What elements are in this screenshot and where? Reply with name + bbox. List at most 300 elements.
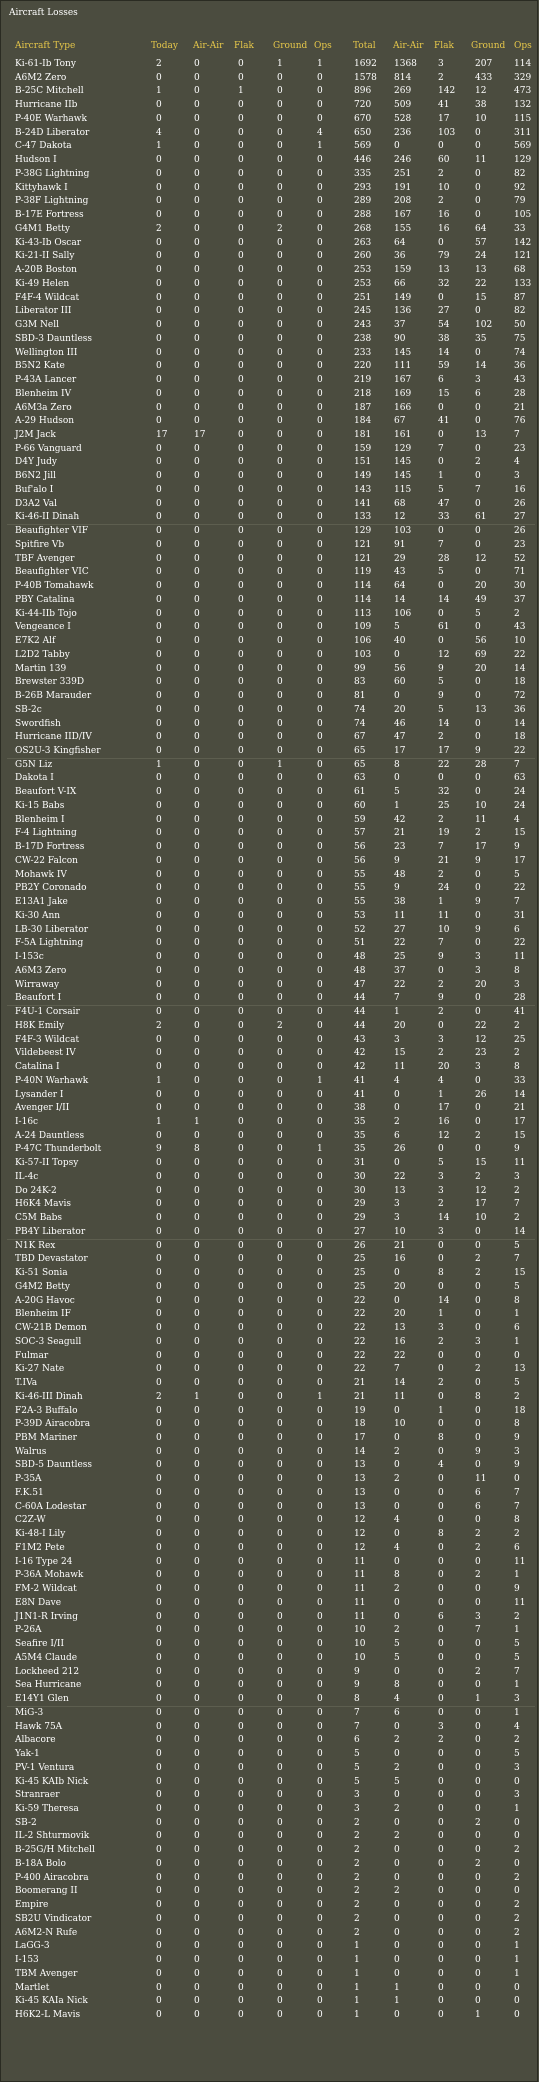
table-row[interactable] xyxy=(1,1076,537,1090)
col-header-total-air-air[interactable]: Air-Air xyxy=(393,41,424,51)
cell-total-flak: 0 xyxy=(438,1886,444,1897)
col-header-today[interactable]: Today xyxy=(151,41,178,51)
cell-today: 0 xyxy=(156,952,162,963)
cell-today-ground: 0 xyxy=(277,306,283,317)
table-row[interactable] xyxy=(1,1021,537,1035)
cell-total-ground: 0 xyxy=(475,1735,481,1746)
table-row[interactable] xyxy=(1,980,537,994)
table-row[interactable] xyxy=(1,773,537,787)
table-row[interactable] xyxy=(1,306,537,320)
cell-aircraft-type: Ki-49 Helen xyxy=(15,278,70,289)
cell-today-air-air: 0 xyxy=(194,347,200,358)
table-row[interactable] xyxy=(1,1364,537,1378)
cell-total: 5 xyxy=(354,1762,360,1773)
table-row[interactable] xyxy=(1,348,537,362)
table-row[interactable] xyxy=(1,966,537,980)
cell-today-air-air: 0 xyxy=(194,1309,200,1320)
cell-aircraft-type: P-36A Mohawk xyxy=(15,1570,84,1581)
table-row[interactable] xyxy=(1,842,537,856)
table-row[interactable] xyxy=(1,828,537,842)
cell-today-ops: 0 xyxy=(317,1515,323,1526)
table-row[interactable] xyxy=(1,540,537,554)
cell-total-flak: 0 xyxy=(438,1639,444,1650)
cell-total-ops: 22 xyxy=(514,938,526,949)
table-row[interactable] xyxy=(1,1763,537,1777)
table-row[interactable] xyxy=(1,238,537,252)
table-row[interactable] xyxy=(1,1062,537,1076)
cell-total-air-air: 0 xyxy=(394,1721,400,1732)
cell-today-ops: 0 xyxy=(317,1680,323,1691)
cell-today-ground: 1 xyxy=(277,59,283,69)
cell-aircraft-type: Ki-43-Ib Oscar xyxy=(15,237,82,248)
table-row[interactable] xyxy=(1,100,537,114)
table-row[interactable] xyxy=(1,224,537,238)
cell-today-air-air: 0 xyxy=(194,1858,200,1869)
table-row[interactable] xyxy=(1,416,537,430)
cell-total-air-air: 528 xyxy=(394,113,412,124)
cell-today-flak: 0 xyxy=(238,1886,244,1897)
cell-total-flak: 15 xyxy=(438,388,450,399)
table-row[interactable] xyxy=(1,1158,537,1172)
cell-total-ops: 121 xyxy=(514,251,532,262)
col-header-total-flak[interactable]: Flak xyxy=(434,41,454,51)
cell-total-air-air: 246 xyxy=(394,155,412,166)
cell-total-flak: 0 xyxy=(438,965,444,976)
table-row[interactable] xyxy=(1,1048,537,1062)
table-row[interactable] xyxy=(1,952,537,966)
cell-total: 133 xyxy=(354,512,372,523)
table-row[interactable] xyxy=(1,1186,537,1200)
table-row[interactable] xyxy=(1,636,537,650)
cell-total-ops: 6 xyxy=(514,1542,520,1553)
table-row[interactable] xyxy=(1,1612,537,1626)
table-row[interactable] xyxy=(1,1007,537,1021)
table-row[interactable] xyxy=(1,1529,537,1543)
table-row[interactable] xyxy=(1,1873,537,1887)
table-row[interactable] xyxy=(1,554,537,568)
cell-total: 22 xyxy=(354,1336,366,1347)
table-row[interactable] xyxy=(1,856,537,870)
table-row[interactable] xyxy=(1,719,537,733)
cell-today-air-air: 0 xyxy=(194,677,200,688)
table-row[interactable] xyxy=(1,1777,537,1791)
table-row[interactable] xyxy=(1,911,537,925)
table-row[interactable] xyxy=(1,1337,537,1351)
table-row[interactable] xyxy=(1,141,537,155)
cell-aircraft-type: Mohawk IV xyxy=(15,869,67,880)
table-row[interactable] xyxy=(1,677,537,691)
table-row[interactable] xyxy=(1,375,537,389)
cell-today-flak: 0 xyxy=(238,484,244,495)
cell-aircraft-type: F4F-4 Wildcat xyxy=(15,292,80,303)
table-row[interactable] xyxy=(1,1241,537,1255)
cell-aircraft-type: Vildebeest IV xyxy=(15,1048,76,1059)
cell-aircraft-type: P-40N Warhawk xyxy=(15,1075,89,1086)
cell-total-flak: 3 xyxy=(438,1226,444,1237)
table-row[interactable] xyxy=(1,1653,537,1667)
cell-today-flak: 0 xyxy=(238,759,244,770)
table-row[interactable] xyxy=(1,1378,537,1392)
cell-aircraft-type: Ki-27 Nate xyxy=(15,1364,65,1375)
table-row[interactable] xyxy=(1,1625,537,1639)
table-row[interactable] xyxy=(1,485,537,499)
table-row[interactable] xyxy=(1,361,537,375)
table-row[interactable] xyxy=(1,1488,537,1502)
col-header-today-flak[interactable]: Flak xyxy=(234,41,254,51)
cell-today-flak: 0 xyxy=(238,1955,244,1966)
table-row[interactable] xyxy=(1,169,537,183)
table-row[interactable] xyxy=(1,1790,537,1804)
table-row[interactable] xyxy=(1,1117,537,1131)
cell-total-ground: 0 xyxy=(475,1955,481,1966)
cell-today-air-air: 0 xyxy=(194,636,200,647)
table-row[interactable] xyxy=(1,1804,537,1818)
cell-total: 3 xyxy=(354,1803,360,1814)
cell-total-air-air: 6 xyxy=(394,1130,400,1141)
table-row[interactable] xyxy=(1,870,537,884)
table-row[interactable] xyxy=(1,897,537,911)
table-row[interactable] xyxy=(1,815,537,829)
cell-total-ops: 21 xyxy=(514,1103,526,1114)
table-row[interactable] xyxy=(1,1570,537,1584)
col-header-total-ops[interactable]: Ops xyxy=(514,41,532,51)
table-row[interactable] xyxy=(1,1103,537,1117)
table-row[interactable] xyxy=(1,1557,537,1571)
table-row[interactable] xyxy=(1,1392,537,1406)
cell-today-ground: 0 xyxy=(277,897,283,908)
cell-total: 2 xyxy=(354,1845,360,1856)
table-row[interactable] xyxy=(1,732,537,746)
cell-total-air-air: 13 xyxy=(394,1323,406,1334)
cell-total-ops: 9 xyxy=(514,842,520,853)
cell-total: 47 xyxy=(354,979,366,990)
cell-aircraft-type: Blenheim I xyxy=(15,814,65,825)
cell-today-ops: 0 xyxy=(317,347,323,358)
table-row[interactable] xyxy=(1,1845,537,1859)
cell-aircraft-type: J1N1-R Irving xyxy=(15,1611,78,1622)
cell-today-air-air: 0 xyxy=(194,1350,200,1361)
table-row[interactable] xyxy=(1,1447,537,1461)
cell-today: 0 xyxy=(156,1900,162,1911)
table-row[interactable] xyxy=(1,1254,537,1268)
table-row[interactable] xyxy=(1,801,537,815)
table-row[interactable] xyxy=(1,73,537,87)
cell-total-air-air: 7 xyxy=(394,993,400,1004)
table-row[interactable] xyxy=(1,1035,537,1049)
cell-today-flak: 0 xyxy=(238,182,244,193)
cell-total-ground: 0 xyxy=(475,1295,481,1306)
table-row[interactable] xyxy=(1,279,537,293)
table-row[interactable] xyxy=(1,1199,537,1213)
table-row[interactable] xyxy=(1,430,537,444)
cell-total-flak: 0 xyxy=(438,1803,444,1814)
cell-aircraft-type: LaGG-3 xyxy=(15,1941,50,1952)
table-row[interactable] xyxy=(1,609,537,623)
table-row[interactable] xyxy=(1,883,537,897)
table-row[interactable] xyxy=(1,664,537,678)
cell-total-ground: 26 xyxy=(475,1089,487,1100)
table-row[interactable] xyxy=(1,251,537,265)
cell-total: 143 xyxy=(354,484,372,495)
table-row[interactable] xyxy=(1,1474,537,1488)
cell-aircraft-type: Ki-59 Theresa xyxy=(15,1803,79,1814)
cell-aircraft-type: E13A1 Jake xyxy=(15,897,68,908)
cell-today-air-air: 0 xyxy=(194,100,200,111)
cell-total-air-air: 3 xyxy=(394,1213,400,1224)
cell-today-flak: 0 xyxy=(238,347,244,358)
col-header-total[interactable]: Total xyxy=(353,41,376,51)
cell-today-ops: 0 xyxy=(317,993,323,1004)
table-row[interactable] xyxy=(1,1543,537,1557)
col-header-today-air-air[interactable]: Air-Air xyxy=(193,41,224,51)
cell-today-ground: 0 xyxy=(277,141,283,152)
cell-today-ground: 0 xyxy=(277,72,283,83)
cell-total: 25 xyxy=(354,1268,366,1279)
table-row[interactable] xyxy=(1,1309,537,1323)
table-row[interactable] xyxy=(1,1323,537,1337)
table-row[interactable] xyxy=(1,1928,537,1942)
cell-total-ground: 0 xyxy=(475,1515,481,1526)
cell-total-air-air: 0 xyxy=(394,1845,400,1856)
cell-today-ops: 0 xyxy=(317,759,323,770)
table-row[interactable] xyxy=(1,1680,537,1694)
table-row[interactable] xyxy=(1,1955,537,1969)
table-row[interactable] xyxy=(1,938,537,952)
table-row[interactable] xyxy=(1,1722,537,1736)
cell-total-ops: 4 xyxy=(514,1721,520,1732)
cell-total-flak: 12 xyxy=(438,1130,450,1141)
cell-total-air-air: 236 xyxy=(394,127,412,138)
table-row[interactable] xyxy=(1,444,537,458)
cell-today-ops: 0 xyxy=(317,1721,323,1732)
table-row[interactable] xyxy=(1,183,537,197)
cell-total-ground: 0 xyxy=(475,1749,481,1760)
table-row[interactable] xyxy=(1,526,537,540)
cell-today-ground: 0 xyxy=(277,622,283,633)
cell-total: 22 xyxy=(354,1309,366,1320)
cell-today: 0 xyxy=(156,1378,162,1389)
table-row[interactable] xyxy=(1,1460,537,1474)
table-row[interactable] xyxy=(1,86,537,100)
table-row[interactable] xyxy=(1,1708,537,1722)
cell-total-air-air: 11 xyxy=(394,910,406,921)
cell-today: 0 xyxy=(156,1405,162,1416)
table-row[interactable] xyxy=(1,1515,537,1529)
cell-today-ground: 0 xyxy=(277,1652,283,1663)
cell-total-ground: 0 xyxy=(475,1226,481,1237)
cell-total-ground: 10 xyxy=(475,1213,487,1224)
table-row[interactable] xyxy=(1,1941,537,1955)
table-row[interactable] xyxy=(1,1406,537,1420)
table-row[interactable] xyxy=(1,1831,537,1845)
table-row[interactable] xyxy=(1,114,537,128)
table-row[interactable] xyxy=(1,787,537,801)
cell-total-ops: 11 xyxy=(514,1597,526,1608)
cell-total: 63 xyxy=(354,773,366,784)
cell-total-ops: 75 xyxy=(514,333,526,344)
cell-today-ground: 0 xyxy=(277,1309,283,1320)
cell-today: 0 xyxy=(156,333,162,344)
cell-today: 0 xyxy=(156,993,162,1004)
cell-total: 11 xyxy=(354,1597,366,1608)
table-row[interactable] xyxy=(1,581,537,595)
cell-total-ground: 0 xyxy=(475,1845,481,1856)
table-row[interactable] xyxy=(1,1419,537,1433)
cell-total-ops: 2 xyxy=(514,608,520,619)
cell-total-air-air: 167 xyxy=(394,375,412,386)
table-row[interactable] xyxy=(1,155,537,169)
cell-aircraft-type: E7K2 Alf xyxy=(15,636,56,647)
table-row[interactable] xyxy=(1,1969,537,1983)
cell-today-ground: 0 xyxy=(277,484,283,495)
cell-today-air-air: 0 xyxy=(194,1996,200,2007)
table-row[interactable] xyxy=(1,471,537,485)
cell-total-ground: 5 xyxy=(475,608,481,619)
col-header-today-ground[interactable]: Ground xyxy=(273,41,308,51)
cell-total-ops: 41 xyxy=(514,1007,526,1018)
cell-today-flak: 0 xyxy=(238,622,244,633)
cell-aircraft-type: TBM Avenger xyxy=(15,1968,78,1979)
table-row[interactable] xyxy=(1,1351,537,1365)
table-row[interactable] xyxy=(1,650,537,664)
table-row[interactable] xyxy=(1,389,537,403)
cell-today-ground: 0 xyxy=(277,1968,283,1979)
table-row[interactable] xyxy=(1,1598,537,1612)
table-row[interactable] xyxy=(1,760,537,774)
table-row[interactable] xyxy=(1,1282,537,1296)
table-row[interactable] xyxy=(1,499,537,513)
cell-today-flak: 0 xyxy=(238,1735,244,1746)
cell-today-ground: 0 xyxy=(277,1405,283,1416)
table-row[interactable] xyxy=(1,457,537,471)
col-header-aircraft-type[interactable]: Aircraft Type xyxy=(15,41,76,51)
cell-total-ops: 4 xyxy=(514,457,520,468)
table-row[interactable] xyxy=(1,1996,537,2010)
cell-today-flak: 0 xyxy=(238,1446,244,1457)
table-row[interactable] xyxy=(1,1886,537,1900)
cell-total-air-air: 21 xyxy=(394,1240,406,1251)
cell-total-ops: 87 xyxy=(514,292,526,303)
table-row[interactable] xyxy=(1,1584,537,1598)
table-row[interactable] xyxy=(1,622,537,636)
cell-today-flak: 0 xyxy=(238,1941,244,1952)
cell-today-ground: 0 xyxy=(277,265,283,276)
col-header-total-ground[interactable]: Ground xyxy=(471,41,506,51)
table-row[interactable] xyxy=(1,320,537,334)
cell-aircraft-type: Ki-45 KAIa Nick xyxy=(15,1996,88,2007)
cell-today-air-air: 0 xyxy=(194,361,200,372)
table-row[interactable] xyxy=(1,1859,537,1873)
table-row[interactable] xyxy=(1,293,537,307)
table-row[interactable] xyxy=(1,705,537,719)
cell-total-air-air: 103 xyxy=(394,526,412,537)
cell-today-ground: 0 xyxy=(277,1501,283,1512)
table-row[interactable] xyxy=(1,567,537,581)
cell-today: 0 xyxy=(156,1955,162,1966)
cell-total-ground: 0 xyxy=(475,883,481,894)
cell-total-flak: 24 xyxy=(438,883,450,894)
cell-total-ops: 2 xyxy=(514,1900,520,1911)
cell-total-ops: 329 xyxy=(514,72,532,83)
cell-today: 0 xyxy=(156,608,162,619)
cell-today-flak: 0 xyxy=(238,320,244,331)
table-row[interactable] xyxy=(1,334,537,348)
cell-total-air-air: 64 xyxy=(394,237,406,248)
cell-today-flak: 0 xyxy=(238,141,244,152)
table-row[interactable] xyxy=(1,1296,537,1310)
cell-total-flak: 16 xyxy=(438,223,450,234)
table-row[interactable] xyxy=(1,196,537,210)
cell-today: 9 xyxy=(156,1144,162,1155)
table-row[interactable] xyxy=(1,1639,537,1653)
table-row[interactable] xyxy=(1,1914,537,1928)
cell-today-air-air: 0 xyxy=(194,292,200,303)
table-row[interactable] xyxy=(1,1131,537,1145)
table-row[interactable] xyxy=(1,1502,537,1516)
cell-total-flak: 2 xyxy=(438,1336,444,1347)
cell-total-ground: 9 xyxy=(475,897,481,908)
cell-today-flak: 0 xyxy=(238,897,244,908)
cell-total: 238 xyxy=(354,333,372,344)
cell-today-flak: 0 xyxy=(238,636,244,647)
table-row[interactable] xyxy=(1,1433,537,1447)
cell-today-ops: 0 xyxy=(317,1268,323,1279)
table-row[interactable] xyxy=(1,1667,537,1681)
col-header-today-ops[interactable]: Ops xyxy=(314,41,332,51)
cell-total-flak: 0 xyxy=(438,1501,444,1512)
table-row[interactable] xyxy=(1,1749,537,1763)
table-row[interactable] xyxy=(1,925,537,939)
table-row[interactable] xyxy=(1,691,537,705)
table-row[interactable] xyxy=(1,1818,537,1832)
cell-today-ground: 0 xyxy=(277,1460,283,1471)
cell-total-ops: 0 xyxy=(514,1350,520,1361)
table-row[interactable] xyxy=(1,1172,537,1186)
table-row[interactable] xyxy=(1,1983,537,1997)
cell-today: 0 xyxy=(156,1323,162,1334)
cell-today: 0 xyxy=(156,1831,162,1842)
cell-today: 0 xyxy=(156,828,162,839)
table-row[interactable] xyxy=(1,595,537,609)
cell-today-ops: 0 xyxy=(317,457,323,468)
table-row[interactable] xyxy=(1,128,537,142)
table-row[interactable] xyxy=(1,1735,537,1749)
cell-total-air-air: 1368 xyxy=(394,59,417,69)
table-row[interactable] xyxy=(1,1213,537,1227)
table-row[interactable] xyxy=(1,1900,537,1914)
table-row[interactable] xyxy=(1,2010,537,2024)
table-row[interactable] xyxy=(1,265,537,279)
cell-today-ground: 0 xyxy=(277,333,283,344)
table-row[interactable] xyxy=(1,1268,537,1282)
table-row[interactable] xyxy=(1,1090,537,1104)
cell-total-ops: 71 xyxy=(514,567,526,578)
cell-today: 0 xyxy=(156,746,162,756)
cell-today-air-air: 0 xyxy=(194,265,200,276)
cell-total-ops: 2 xyxy=(514,1048,520,1059)
cell-today: 0 xyxy=(156,361,162,372)
cell-total-ground: 28 xyxy=(475,759,487,770)
cell-today-flak: 0 xyxy=(238,800,244,811)
cell-today-ground: 0 xyxy=(277,1735,283,1746)
cell-today-ops: 0 xyxy=(317,1089,323,1100)
table-row[interactable] xyxy=(1,210,537,224)
cell-aircraft-type: F4U-1 Corsair xyxy=(15,1007,80,1018)
table-row[interactable] xyxy=(1,59,537,73)
table-row[interactable] xyxy=(1,403,537,417)
table-row[interactable] xyxy=(1,1144,537,1158)
cell-total-air-air: 208 xyxy=(394,196,412,207)
